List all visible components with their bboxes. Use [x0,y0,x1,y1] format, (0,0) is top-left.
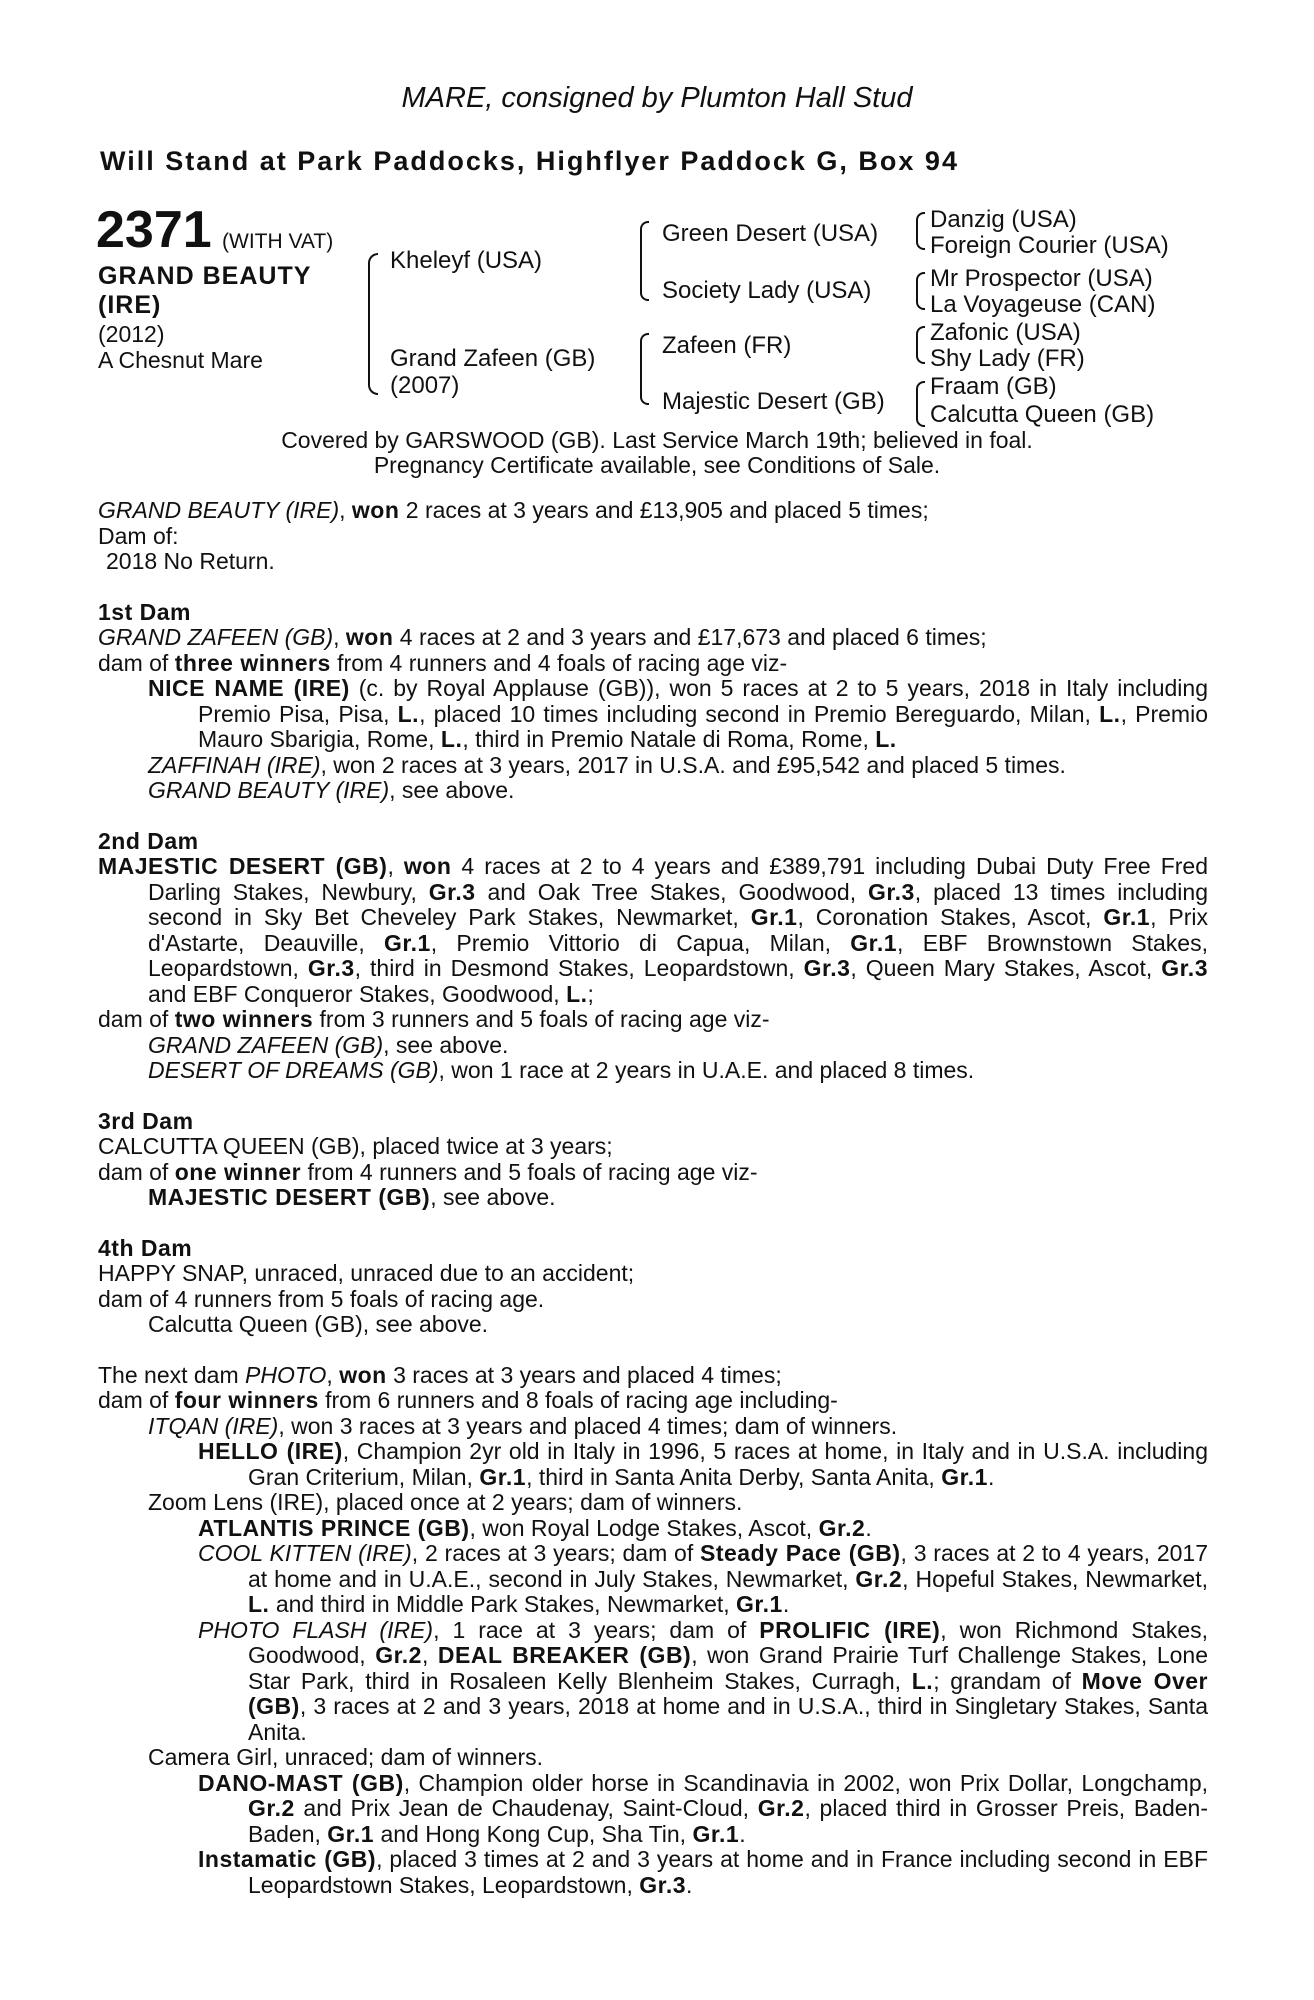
pedigree-brace-g2 [916,272,925,310]
dam4-record: HAPPY SNAP, unraced, unraced due to an accident; [98,1260,635,1286]
pedigree-sire: Kheleyf (USA) [390,247,543,274]
horse-name [98,262,311,320]
pedigree-dam: Grand Zafeen (GB) [390,345,596,372]
horse-name-line1: GRAND BEAUTY [98,262,312,290]
pedigree-brace-g3 [916,326,925,364]
pedigree-brace-g1 [916,212,925,250]
nextdam-produce-summary: dam of four winners from 6 runners and 8 foals of racing age including- [98,1387,838,1413]
pedigree-brace-dam [640,333,649,405]
covering-line2: Pregnancy Certificate available, see Conditions of Sale. [373,452,941,478]
horse-name-line2: (IRE) [98,291,162,319]
stand-location: Will Stand at Park Paddocks, Highflyer Paddock G, Box 94 [100,146,959,176]
pedigree-g4: La Voyageuse (CAN) [930,291,1156,318]
dam2-child-desert-of-dreams: DESERT OF DREAMS (GB), won 1 race at 2 years in U.A.E. and placed 8 times. [148,1057,975,1083]
dam1-record: GRAND ZAFEEN (GB), won 4 races at 2 and 3 years and £17,673 and placed 6 times; [98,624,987,650]
pedigree-g3: Mr Prospector (USA) [930,265,1153,292]
nextdam-child-camera-girl: Camera Girl, unraced; dam of winners. [148,1744,543,1770]
mare-record: GRAND BEAUTY (IRE), won 2 races at 3 years and £13,905 and placed 5 times; [98,497,929,523]
dam4-produce-summary: dam of 4 runners from 5 foals of racing age. [98,1285,545,1312]
lot-number: 2371 [96,201,212,259]
mare-produce: 2018 No Return. [106,548,275,574]
pedigree-brace-main [368,253,378,395]
dam3-heading: 3rd Dam [98,1107,194,1134]
covering-info [0,428,1314,478]
pedigree-g8: Calcutta Queen (GB) [930,401,1155,428]
covering-line1: Covered by GARSWOOD (GB). Last Service March 19th; believed in foal. [281,427,1033,453]
horse-description: A Chesnut Mare [98,347,263,373]
dam1-child-grand-beauty: GRAND BEAUTY (IRE), see above. [148,777,515,803]
pedigree-dam-year: (2007) [390,372,460,399]
pedigree-g6: Shy Lady (FR) [930,345,1085,372]
nextdam-grandchild-photo-flash: PHOTO FLASH (IRE), 1 race at 3 years; dam of PROLIFIC (IRE), won Richmond Stakes, Goodwood, Gr.2, DEAL BREAKER (GB), won Grand Prairie Turf Challenge Stakes, Lone Star Park, third in Rosaleen Kelly Blenheim Stakes, Curragh, L.; grandam of Move Over (GB), 3 races at 2 and 3 years, 2018 at home and in U.S.A., third in Singletary Stakes, Santa Anita. [198,1616,1209,1745]
dam2-record: MAJESTIC DESERT (GB), won 4 races at 2 to 4 years and £389,791 including Dubai Duty Free Fred Darling Stakes, Newbury, Gr.3 and Oak Tree Stakes, Goodwood, Gr.3, placed 13 times including second in Sky Bet Cheveley Park Stakes, Newmarket, Gr.1, Coronation Stakes, Ascot, Gr.1, Prix d'Astarte, Deauville, Gr.1, Premio Vittorio di Capua, Milan, Gr.1, EBF Brownstown Stakes, Leopardstown, Gr.3, third in Desmond Stakes, Leopardstown, Gr.3, Queen Mary Stakes, Ascot, Gr.3 and EBF Conqueror Stakes, Goodwood, L.; [98,853,1208,1007]
nextdam-record: The next dam PHOTO, won 3 races at 3 years and placed 4 times; [98,1361,782,1388]
dam1-child-nice-name: NICE NAME (IRE) (c. by Royal Applause (GB)), won 5 races at 2 to 5 years, 2018 in Italy including Premio Pisa, Pisa, L., placed 10 times including second in Premio Bereguardo, Milan, L., Premio Mauro Sbarigia, Rome, L., third in Premio Natale di Roma, Rome, L. [148,675,1208,752]
nextdam-child-itqan: ITQAN (IRE), won 3 races at 3 years and placed 4 times; dam of winners. [148,1412,898,1439]
dam1-produce-summary: dam of three winners from 4 runners and 4 foals of racing age viz- [98,649,788,676]
catalogue-body [98,498,1208,1898]
dam1-heading: 1st Dam [98,598,191,625]
nextdam-grandchild-cool-kitten: COOL KITTEN (IRE), 2 races at 3 years; dam of Steady Pace (GB), 3 races at 2 to 4 years, 2017 at home and in U.A.E., second in July Stakes, Newmarket, Gr.2, Hopeful Stakes, Newmarket, L. and third in Middle Park Stakes, Newmarket, Gr.1. [198,1540,1208,1617]
nextdam-grandchild-hello: HELLO (IRE), Champion 2yr old in Italy in 1996, 5 races at home, in Italy and in U.S.A. including Gran Criterium, Milan, Gr.1, third in Santa Anita Derby, Santa Anita, Gr.1. [198,1438,1208,1490]
consignment-title: MARE, consigned by Plumton Hall Stud [401,82,913,114]
dam1-child-zaffinah: ZAFFINAH (IRE), won 2 races at 3 years, 2017 in U.S.A. and £95,542 and placed 5 times. [148,751,1066,778]
dam2-heading: 2nd Dam [98,827,199,854]
nextdam-grandchild-instamatic: Instamatic (GB), placed 3 times at 2 and 3 years at home and in France including second in EBF Leopardstown Stakes, Leopardstown, Gr.3. [198,1846,1208,1898]
pedigree-dam-dam: Majestic Desert (GB) [662,388,885,415]
pedigree-dam-sire: Zafeen (FR) [662,332,792,359]
dam3-child-majestic-desert: MAJESTIC DESERT (GB), see above. [148,1184,556,1210]
pedigree-brace-sire [640,221,649,301]
nextdam-child-zoom-lens: Zoom Lens (IRE), placed once at 2 years; dam of winners. [148,1489,743,1515]
horse-year: (2012) [98,321,165,347]
dam2-child-grand-zafeen: GRAND ZAFEEN (GB), see above. [148,1031,509,1058]
dam3-record: CALCUTTA QUEEN (GB), placed twice at 3 years; [98,1133,613,1159]
mare-dam-of: Dam of: [98,522,179,549]
nextdam-grandchild-atlantis-prince: ATLANTIS PRINCE (GB), won Royal Lodge Stakes, Ascot, Gr.2. [198,1514,872,1541]
dam4-heading: 4th Dam [98,1234,193,1261]
dam3-produce-summary: dam of one winner from 4 runners and 5 foals of racing age viz- [98,1158,758,1185]
lot-vat: (WITH VAT) [222,230,334,253]
pedigree-sire-sire: Green Desert (USA) [662,220,879,247]
pedigree-brace-g4 [916,381,925,427]
pedigree-g2: Foreign Courier (USA) [930,232,1169,259]
pedigree-g5: Zafonic (USA) [930,319,1081,346]
pedigree-sire-dam: Society Lady (USA) [662,277,872,304]
pedigree-g7: Fraam (GB) [930,373,1057,400]
dam2-produce-summary: dam of two winners from 3 runners and 5 foals of racing age viz- [98,1006,770,1032]
pedigree-g1: Danzig (USA) [930,206,1077,233]
dam4-child-calcutta-queen: Calcutta Queen (GB), see above. [148,1311,489,1337]
nextdam-grandchild-dano-mast: DANO-MAST (GB), Champion older horse in Scandinavia in 2002, won Prix Dollar, Longchamp, Gr.2 and Prix Jean de Chaudenay, Saint-Cloud, Gr.2, placed third in Grosser Preis, Baden-Baden, Gr.1 and Hong Kong Cup, Sha Tin, Gr.1. [198,1769,1208,1847]
